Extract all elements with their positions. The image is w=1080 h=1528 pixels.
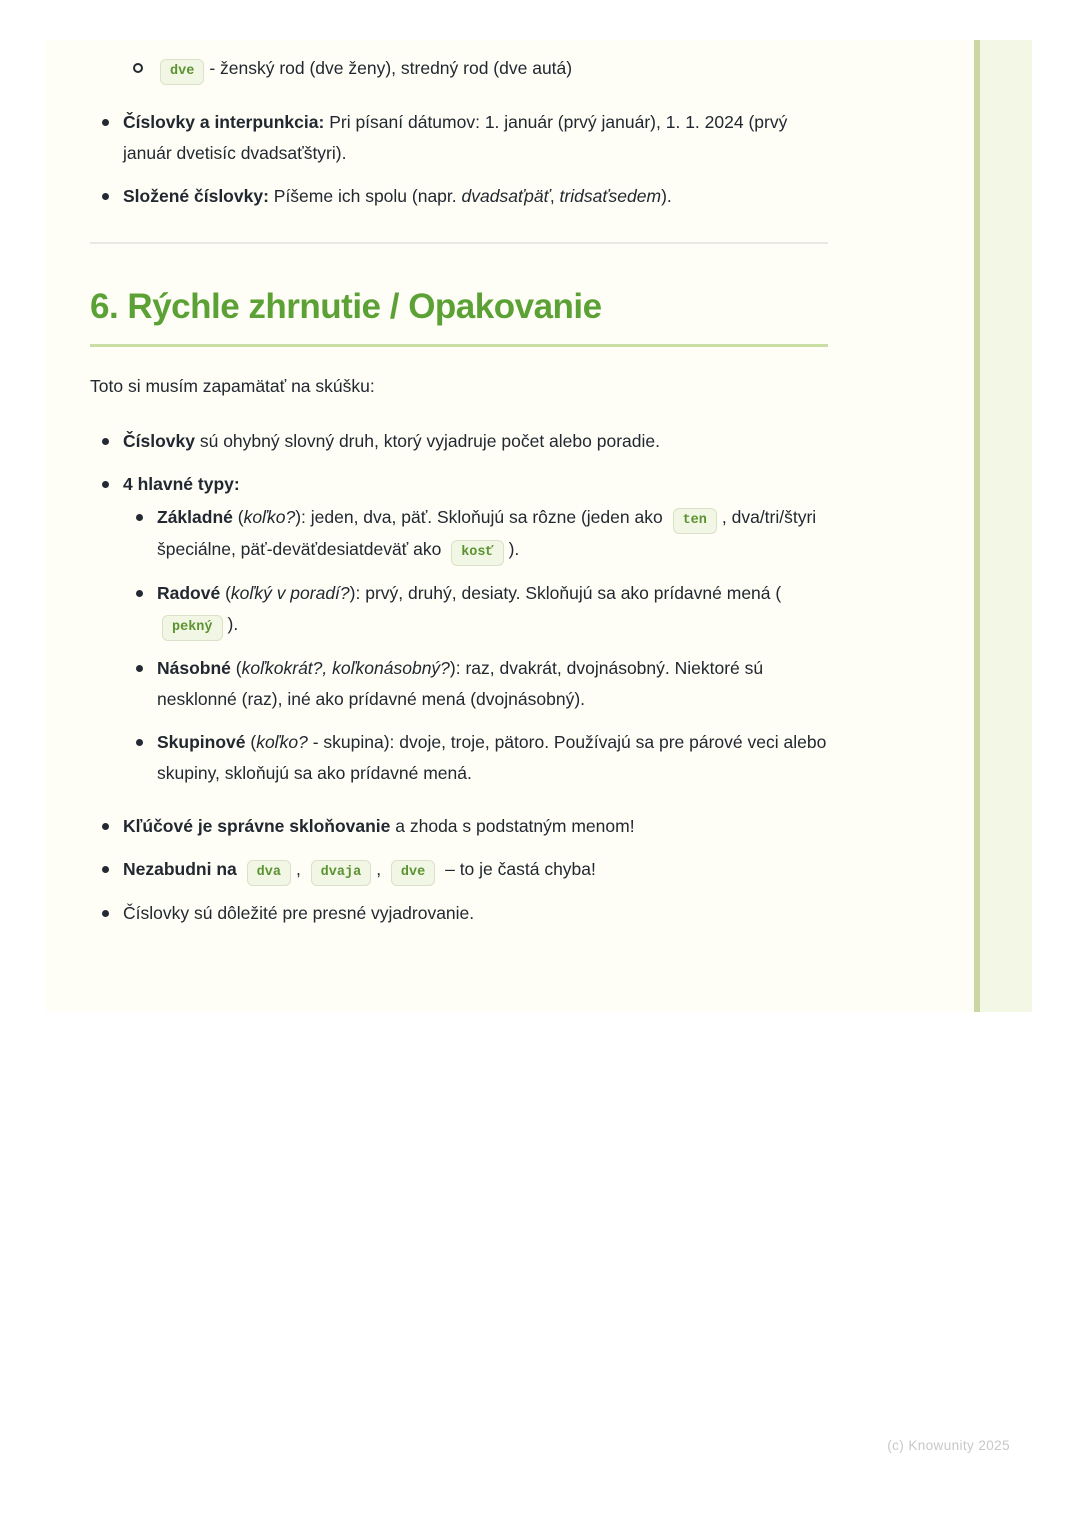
inline-code-badge: dve — [160, 59, 204, 85]
list-item — [90, 854, 828, 886]
copyright-footer: (c) Knowunity 2025 — [887, 1438, 1010, 1453]
intro-paragraph: Toto si musím zapamätať na skúšku: — [90, 376, 375, 396]
bullet-icon — [136, 739, 143, 746]
bullet-icon — [102, 438, 109, 445]
inline-code-badge: ten — [673, 508, 717, 534]
bullet-icon — [102, 910, 109, 917]
list-item-text: Skupinové (koľko? - skupina): dvoje, troje, pätoro. Používajú sa pre párové veci alebo skupiny, skloňujú sa ako prídavné mená. — [157, 732, 827, 783]
list-item-text: Číslovky a interpunkcia: Pri písaní dátumov: 1. január (prvý január), 1. 1. 2024 (prvý január dvetisíc dvadsaťštyri). — [123, 112, 788, 163]
list-item-text: Základné (koľko?): jeden, dva, päť. Skloňujú sa rôzne (jeden ako ten , dva/tri/štyri špeciálne, päť-deväťdesiatdeväť ako kosť ). — [157, 502, 828, 566]
list-item-text: Číslovky sú ohybný slovný druh, ktorý vyjadruje počet alebo poradie. — [123, 431, 660, 451]
inline-code-badge: dve — [391, 860, 435, 886]
heading-underline — [90, 344, 828, 347]
top-bullet-list — [90, 53, 828, 212]
list-item — [90, 53, 828, 85]
section-divider — [90, 242, 828, 244]
list-item — [90, 426, 828, 457]
list-item — [90, 811, 828, 842]
list-item — [90, 181, 828, 212]
bullet-icon — [102, 193, 109, 200]
bullet-icon — [136, 590, 143, 597]
list-item — [90, 469, 828, 500]
list-item — [90, 653, 828, 715]
circle-bullet-icon — [133, 63, 143, 73]
bullet-icon — [102, 119, 109, 126]
list-item-text: Nezabudni na dva , dvaja , dve – to je častá chyba! — [123, 854, 828, 886]
document-content — [46, 40, 974, 1012]
document-page — [46, 40, 1032, 1012]
list-item-text: Násobné (koľkokrát?, koľkonásobný?): raz, dvakrát, dvojnásobný. Niektoré sú nesklonné (raz), iné ako prídavné mená (dvojnásobný). — [157, 658, 764, 709]
list-item — [90, 502, 828, 566]
bullet-icon — [136, 665, 143, 672]
list-item-text: dve - ženský rod (dve ženy), stredný rod (dve autá) — [155, 53, 828, 85]
bullet-icon — [136, 514, 143, 521]
inline-code-badge: pekný — [162, 615, 223, 641]
bullet-icon — [102, 823, 109, 830]
list-item-text: Radové (koľký v poradí?): prvý, druhý, desiaty. Skloňujú sa ako prídavné mená (pekný ). — [157, 578, 828, 641]
inline-code-badge: dvaja — [311, 860, 372, 886]
margin-strip — [980, 40, 1032, 1012]
list-item — [90, 578, 828, 641]
list-item — [90, 727, 828, 789]
bullet-icon — [102, 866, 109, 873]
list-item-text: Kľúčové je správne skloňovanie a zhoda s podstatným menom! — [123, 816, 635, 836]
summary-bullet-list — [90, 426, 828, 929]
bullet-icon — [102, 481, 109, 488]
list-item-text: Složené číslovky: Píšeme ich spolu (napr. dvadsaťpäť, tridsaťsedem). — [123, 186, 672, 206]
section-heading: 6. Rýchle zhrnutie / Opakovanie — [90, 287, 602, 326]
inline-code-badge: dva — [247, 860, 291, 886]
list-item — [90, 107, 828, 169]
list-item-text: 4 hlavné typy: — [123, 474, 240, 494]
list-item — [90, 898, 828, 929]
list-item-text: Číslovky sú dôležité pre presné vyjadrovanie. — [123, 903, 475, 923]
inline-code-badge: kosť — [451, 540, 503, 566]
